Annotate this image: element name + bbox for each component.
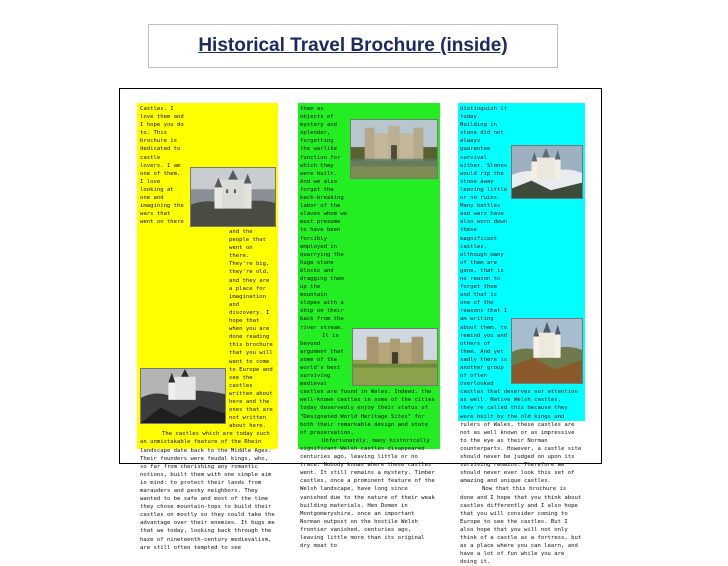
brochure-panel-left (137, 103, 278, 551)
castle-photo-icon (511, 145, 583, 199)
brochure-page (119, 88, 602, 566)
castle-photo-icon (352, 328, 438, 386)
panel-left-paragraph-2: The castles which are today such an unmistakable feature of the Rhein landscape date back to the Middle Ages. Their founders were feudal kings, who, so far from cherishing any romantic notions, built them with one simple aim in mind: to protect their lands from marauders and pesky neighbors. They wanted to be safe and most of the time they chose mountain-tops to build their castles on mostly so they could take the advantage over their enemies. It bugs me that we today, looking back through the haze of nineteenth-century medievalism, are still often tempted to see (140, 431, 275, 551)
brochure-panel-right (458, 103, 585, 566)
panel-right-paragraph-2: Now that this brochure is done and I hope that you think about castles differently and I also hope that you will consider coming to Europe to see the castles. But I also hope that you will not only think of a castle as a fortress, but as a place where you can learn, and have a lot of fun while you are doing it. (460, 486, 582, 566)
panel-middle-paragraph-2: It is beyond argument that some of the world's best surviving medieval castles are found in Wales. Indeed, the well-known castles in some of the cities today deservedly enjoy their status of "Designated World Heritage Sites" for both their remarkable design and state of preservation. (300, 332, 435, 436)
castle-photo-icon (140, 368, 226, 424)
panel-middle-paragraph-1: them as objects of mystery and splendor, forgetting the warlike function for which they were built. And we also forget the back-breaking labor of the slaves whom we must presume to have been forcibly employed in quarrying the huge stone blocks and dragging them up the mountain slopes with a ship on their back from the river stream. (300, 106, 348, 331)
title-box (148, 24, 558, 68)
castle-photo-icon (190, 167, 276, 227)
castle-photo-icon (511, 318, 583, 384)
moated-castle-photo-icon (350, 119, 438, 179)
panel-middle-paragraph-3: Unfortunately, many historically significant Welsh castles disappeared centuries ago, leaving little or no trace. Nobody knows where these castles went. It still remains a mystery. Timber castles, once a prominent feature of the Welsh landscape, have long since vanished due to the nature of their weak building materials. Hen Domen in Montgomeryshire, once an important Norman outpost on the hostile Welsh frontier vanished, centuries ago, leaving little more than its original dry moat to (300, 437, 435, 550)
page-title: Historical Travel Brochure (inside) (198, 35, 508, 56)
panel-right-paragraph-1: distinguish it today. Building in stone did not always guarantee survival either. Stones would rip the stone away leaving little or no ruins. Many battles and wars have also worn down these magnificent castles, although many of them are gone, that is no reason to forget them and that is one of the reasons that I am writing about them, to remind you and others of them. And yet sadly there is another group of often overlooked castles that deserves our attention as well. Native Welsh castles, they're called this because they were built by the old kings and rulers of Wales, these castles are not as well known or as impressive to the eye as their Norman counterparts. However, a castle site should never be judged on upon its surviving remains. Therefore we should never ever look this set of amazing and unique castles. (460, 106, 582, 485)
panel-left-paragraph-1: Castles. I love them and I hope you do to. This brochure is dedicated to castle lovers. I am one of them. I love looking at one and imagining the wars that went on there and the people that went on there. They're big, they're old, and they are a place for imagination and discovery. I hope that when you are done reading this brochure that you will want to come to Europe and see the castles written about here and the ones that are not written about here. (140, 106, 273, 430)
brochure-panel-middle (298, 103, 440, 550)
